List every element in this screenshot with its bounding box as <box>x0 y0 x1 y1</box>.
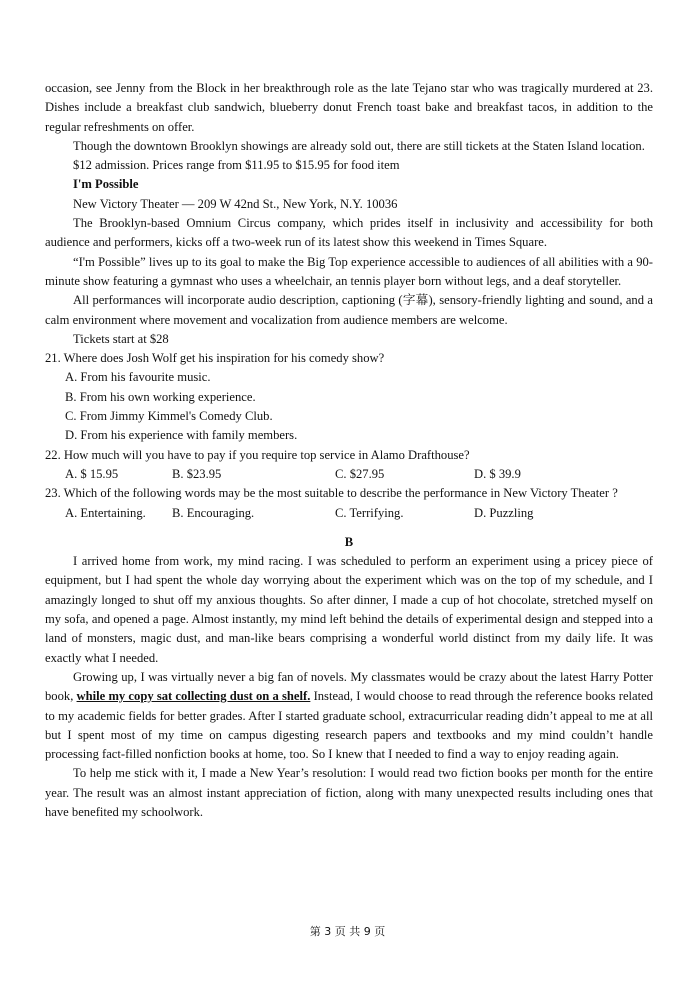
underlined-phrase: while my copy sat collecting dust on a shelf. <box>76 689 311 704</box>
paragraph-start: Growing up, I was virtually never a big fan of novels. My classmates would be crazy about the latest Harry Potter book, <box>45 669 653 704</box>
event-paragraph-3: All performances will incorporate audio description, captioning (字幕), sensory-friendly lighting and sound, and a calm environment where movement and vocalization from audience members are welcome. <box>45 293 653 327</box>
question-stem: 23. Which of the following words may be the most suitable to describe the performance in New Victory Theater ? <box>45 486 618 501</box>
event-address: New Victory Theater — 209 W 42nd St., New York, N.Y. 10036 <box>73 196 398 211</box>
option-c: C. Terrifying. <box>335 505 404 520</box>
price-line: $12 admission. Prices range from $11.95 to $15.95 for food item <box>73 158 400 173</box>
event-paragraph-1: The Brooklyn-based Omnium Circus company, which prides itself in inclusivity and accessibility for both audience and performers, kicks off a two-week run of its latest show this weekend in Times Square. <box>45 216 653 250</box>
question-stem: 21. Where does Josh Wolf get his inspiration for his comedy show? <box>45 351 385 366</box>
option-a: A. From his favourite music. <box>65 370 211 385</box>
page-footer: 第 3 页 共 9 页 <box>309 925 386 938</box>
passage-b-paragraph-1: I arrived home from work, my mind racing. I was scheduled to perform an experiment using a pricey piece of equipment, but I had spent the whole day worrying about the experiment which was on the top of my schedule, and I amazingly longed to shut off my anxious thoughts. So after dinner, I made a cup of hot chocolate, stretched myself on my sofa, and opened a page. Almost instantly, my mind left behind the details of experimental design and stepped into a land of monsters, magic dust, and man-like bears comprising a wonderful world distinct from my daily life. It was exactly what I needed. <box>45 554 653 665</box>
option-d: D. Puzzling <box>474 505 534 520</box>
event-paragraph-2: “I'm Possible” lives up to its goal to make the Big Top experience accessible to audiences of all abilities with a 90-minute show featuring a gymnast who uses a wheelchair, an tennis player born without legs, and a deaf storyteller. <box>45 254 653 288</box>
section-b-heading: B <box>344 534 354 549</box>
question-21 <box>45 349 653 445</box>
event-title: I'm Possible <box>73 177 139 192</box>
option-b: B. Encouraging. <box>172 505 255 520</box>
option-b: B. $23.95 <box>172 466 222 481</box>
options-row <box>45 465 653 484</box>
option-a: A. $ 15.95 <box>65 466 119 481</box>
option-a: A. Entertaining. <box>65 505 146 520</box>
option-c: C. $27.95 <box>335 466 385 481</box>
brooklyn-paragraph: Though the downtown Brooklyn showings are already sold out, there are still tickets at the Staten Island location. <box>73 138 645 153</box>
question-22 <box>45 446 653 485</box>
option-b: B. From his own working experience. <box>65 389 256 404</box>
passage-b-paragraph-3: To help me stick with it, I made a New Year’s resolution: I would read two fiction books per month for the entire year. The result was an almost instant appreciation of fiction, along with many unexpected results including ones that have benefited my schoolwork. <box>45 766 653 819</box>
option-c: C. From Jimmy Kimmel's Comedy Club. <box>65 409 273 424</box>
passage-a-continued: occasion, see Jenny from the Block in her breakthrough role as the late Tejano star who was tragically murdered at 23. Dishes include a breakfast club sandwich, blueberry donut French toast bake and breakfast tacos, in addition to the regular refreshments on offer. <box>45 81 653 134</box>
paragraph-end: Instead, I would choose to read through the reference books related to my academic fields for better grades. After I started graduate school, extracurricular reading didn’t appeal to me at all but I spent most of my time on campus digesting research papers and textbooks and my mind couldn’t handle processing fact-filled nonfiction books at home, too. So I knew that I needed to find a way to enjoy reading again. <box>45 689 654 762</box>
question-stem: 22. How much will you have to pay if you require top service in Alamo Drafthouse? <box>45 447 470 462</box>
options-row <box>45 504 653 523</box>
document-page <box>45 79 653 822</box>
passage-b-paragraph-2 <box>45 668 653 764</box>
question-23 <box>45 484 653 523</box>
option-d: D. $ 39.9 <box>474 466 521 481</box>
ticket-price: Tickets start at $28 <box>73 331 169 346</box>
option-d: D. From his experience with family members. <box>65 428 298 443</box>
